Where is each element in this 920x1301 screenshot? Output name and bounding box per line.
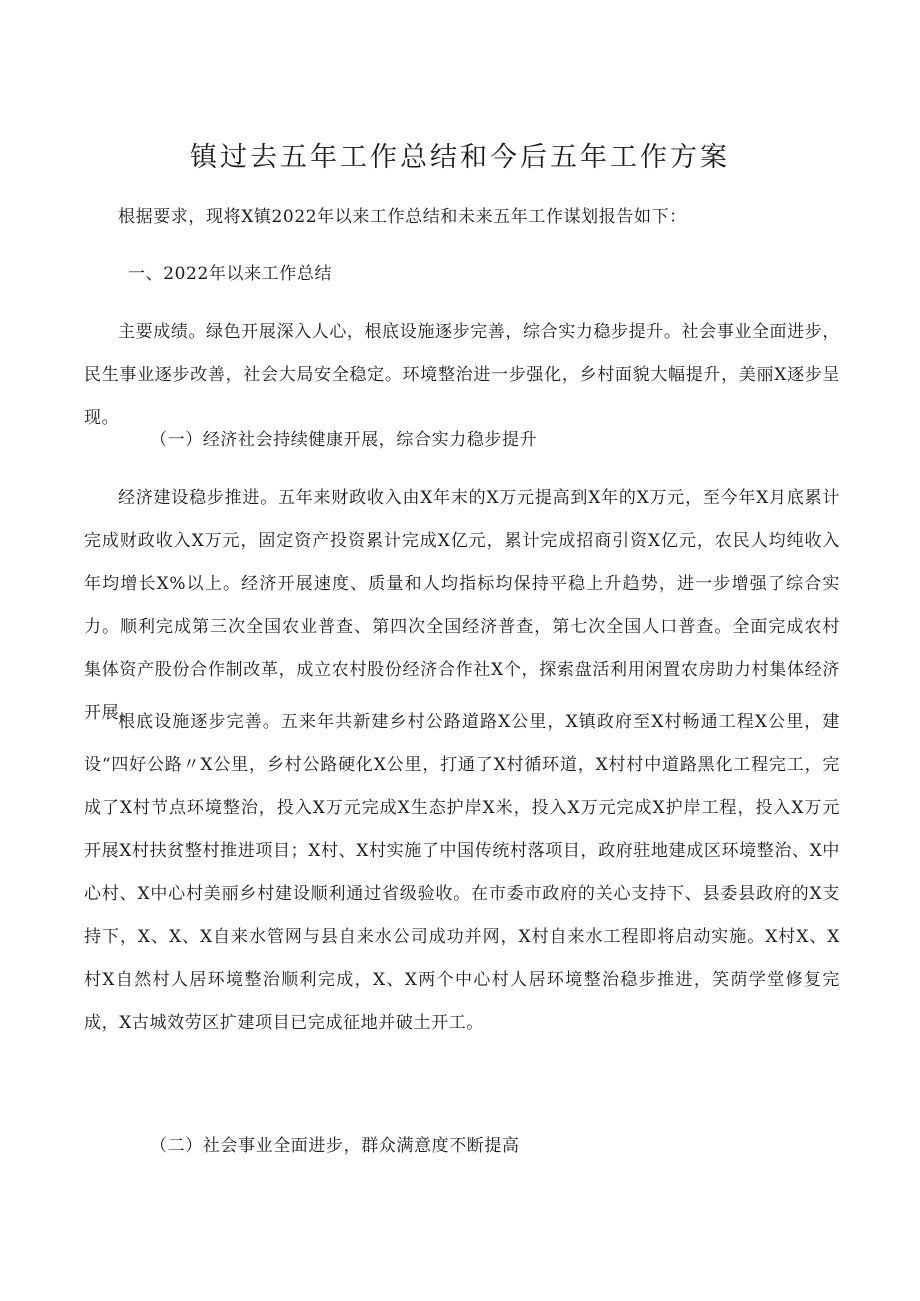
economy-paragraph: 经济建设稳步推进。五年来财政收入由X年末的X万元提高到X年的X万元，至今年X月底累计完成财政收入X万元，固定资产投资累计完成X亿元，累计完成招商引资X亿元，农民人均纯收入年均增长X%以上。经济开展速度、质量和人均指标均保持平稳上升趋势，进一步增强了综合实力。顺利完成第三次全国农业普查、第四次全国经济普查，第七次全国人口普查。全面完成农村集体资产股份合作制改革，成立农村股份经济合作社X个，探索盘活利用闲置农房助力村集体经济开展。 <box>84 488 840 723</box>
subsection-heading-1: （一）经济社会持续健康开展，综合实力稳步提升 <box>150 430 538 450</box>
section-heading-1: 一、2022年以来工作总结 <box>128 264 333 284</box>
intro-paragraph: 根据要求，现将X镇2022年以来工作总结和未来五年工作谋划报告如下： <box>118 207 687 227</box>
infrastructure-paragraph: 根底设施逐步完善。五来年共新建乡村公路道路X公里，X镇政府至X村畅通工程X公里，建设“四好公路〃X公里，乡村公路硬化X公里，打通了X村循环道，X村村中道路黑化工程完工，完成了X村节点环境整治，投入X万元完成X生态护岸X米，投入X万元完成X护岸工程，投入X万元开展X村扶贫整村推进项目；X村、X村实施了中国传统村落项目，政府驻地建成区环境整治、X中心村、X中心村美丽乡村建设顺利通过省级验收。在市委市政府的关心支持下、县委县政府的X支持下，X、X、X自来水管网与县自来水公司成功并网，X村自来水工程即将启动实施。X村X、X村X自然村人居环境整治顺利完成，X、X两个中心村人居环境整治稳步推进，笑荫学堂修复完成，X古城效劳区扩建项目已完成征地并破土开工。 <box>84 712 840 1033</box>
document-title: 镇过去五年工作总结和今后五年工作方案 <box>190 142 730 173</box>
subsection-heading-2: （二）社会事业全面进步，群众满意度不断提高 <box>150 1136 520 1156</box>
summary-paragraph: 主要成绩。绿色开展深入人心，根底设施逐步完善，综合实力稳步提升。社会事业全面进步，民生事业逐步改善，社会大局安全稳定。环境整治进一步强化，乡村面貌大幅提升，美丽X逐步呈现。 <box>84 322 840 428</box>
